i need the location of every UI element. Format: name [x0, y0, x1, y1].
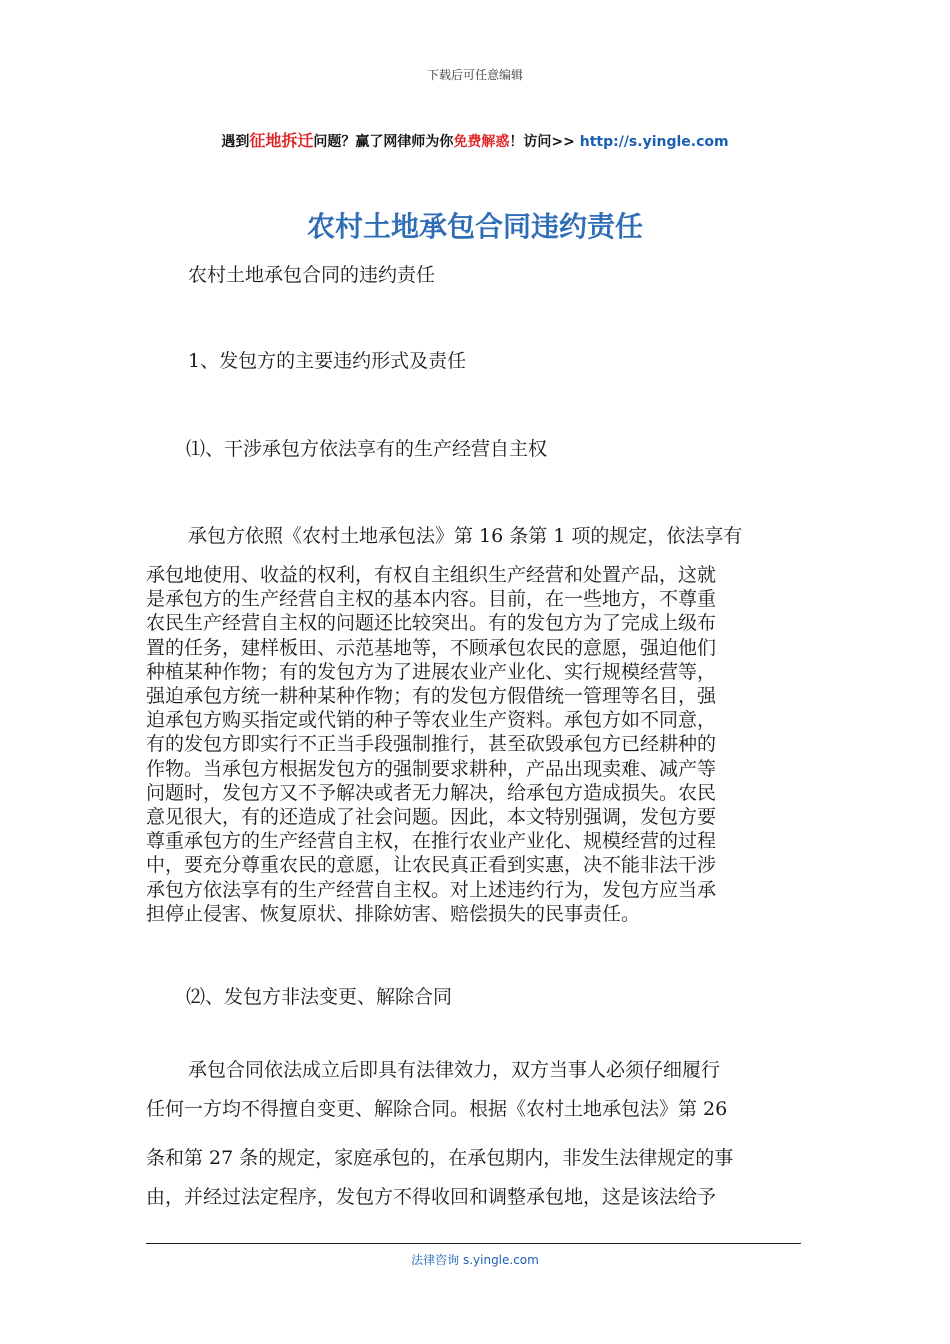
- paragraph-2-line: 承包合同依法成立后即具有法律效力，双方当事人必须仔细履行: [188, 1059, 721, 1081]
- document-subtitle: 农村土地承包合同的违约责任: [188, 264, 436, 286]
- paragraph-line: 有的发包方即实行不正当手段强制推行，甚至砍毁承包方已经耕种的: [146, 733, 717, 756]
- promo-free: 免费解惑: [453, 134, 510, 150]
- paragraph-line: 中，要充分尊重农民的意愿，让农民真正看到实惠，决不能非法干涉: [146, 854, 717, 877]
- paragraph-line: 承包方依法享有的生产经营自主权。对上述违约行为，发包方应当承: [146, 878, 717, 901]
- paragraph-line: 担停止侵害、恢复原状、排除妨害、赔偿损失的民事责任。: [146, 902, 641, 925]
- paragraph-line: 作物。当承包方根据发包方的强制要求耕种，产品出现卖难、减产等: [146, 757, 717, 780]
- paragraph-line: 尊重承包方的生产经营自主权，在推行农业产业化、规模经营的过程: [146, 830, 717, 853]
- paragraph-line: 问题时，发包方又不予解决或者无力解决，给承包方造成损失。农民: [146, 781, 717, 804]
- item-heading-1: ⑴、干涉承包方依法享有的生产经营自主权: [186, 438, 548, 460]
- paragraph-line: 是承包方的生产经营自主权的基本内容。目前，在一些地方，不尊重: [146, 588, 717, 611]
- paragraph-2-line: 任何一方均不得擅自变更、解除合同。根据《农村土地承包法》第 26: [146, 1098, 728, 1120]
- paragraph-2-line: 条和第 27 条的规定，家庭承包的，在承包期内，非发生法律规定的事: [146, 1147, 734, 1169]
- paragraph-line: 意见很大，有的还造成了社会问题。因此，本文特别强调，发包方要: [146, 806, 717, 829]
- paragraph-line: 农民生产经营自主权的问题还比较突出。有的发包方为了完成上级布: [146, 612, 717, 635]
- paragraph-line: 强迫承包方统一耕种某种作物；有的发包方假借统一管理等名目，强: [146, 685, 717, 708]
- paragraph-2-line: 由，并经过法定程序，发包方不得收回和调整承包地，这是该法给予: [146, 1186, 717, 1208]
- promo-middle: 问题？赢了网律师为你: [313, 134, 454, 150]
- paragraph-line: 种植某种作物；有的发包方为了进展农业产业化、实行规模经营等，: [146, 660, 717, 683]
- header-note: 下载后可任意编辑: [426, 68, 523, 82]
- promo-topic: 征地拆迁: [249, 131, 314, 150]
- document-title: 农村土地承包合同违约责任: [306, 210, 643, 243]
- promo-link[interactable]: http://s.yingle.com: [579, 134, 729, 150]
- section-heading-1: 1、发包方的主要违约形式及责任: [188, 350, 467, 372]
- paragraph-1-first-line: 承包方依照《农村土地承包法》第 16 条第 1 项的规定，依法享有: [188, 525, 743, 547]
- item-heading-2: ⑵、发包方非法变更、解除合同: [186, 986, 453, 1008]
- paragraph-line: 承包地使用、收益的权利，有权自主组织生产经营和处置产品，这就: [146, 564, 717, 586]
- paragraph-line: 置的任务，建样板田、示范基地等，不顾承包农民的意愿，强迫他们: [146, 636, 717, 659]
- promo-prefix: 遇到: [221, 134, 250, 150]
- promo-banner: [0, 128, 950, 151]
- promo-suffix: ！访问>>: [509, 134, 580, 150]
- paragraph-line: 迫承包方购买指定或代销的种子等农业生产资料。承包方如不同意，: [146, 709, 717, 732]
- footer-note: 法律咨询 s.yingle.com: [411, 1253, 539, 1267]
- paragraph-1-body: [146, 563, 808, 926]
- footer-divider: [146, 1243, 801, 1244]
